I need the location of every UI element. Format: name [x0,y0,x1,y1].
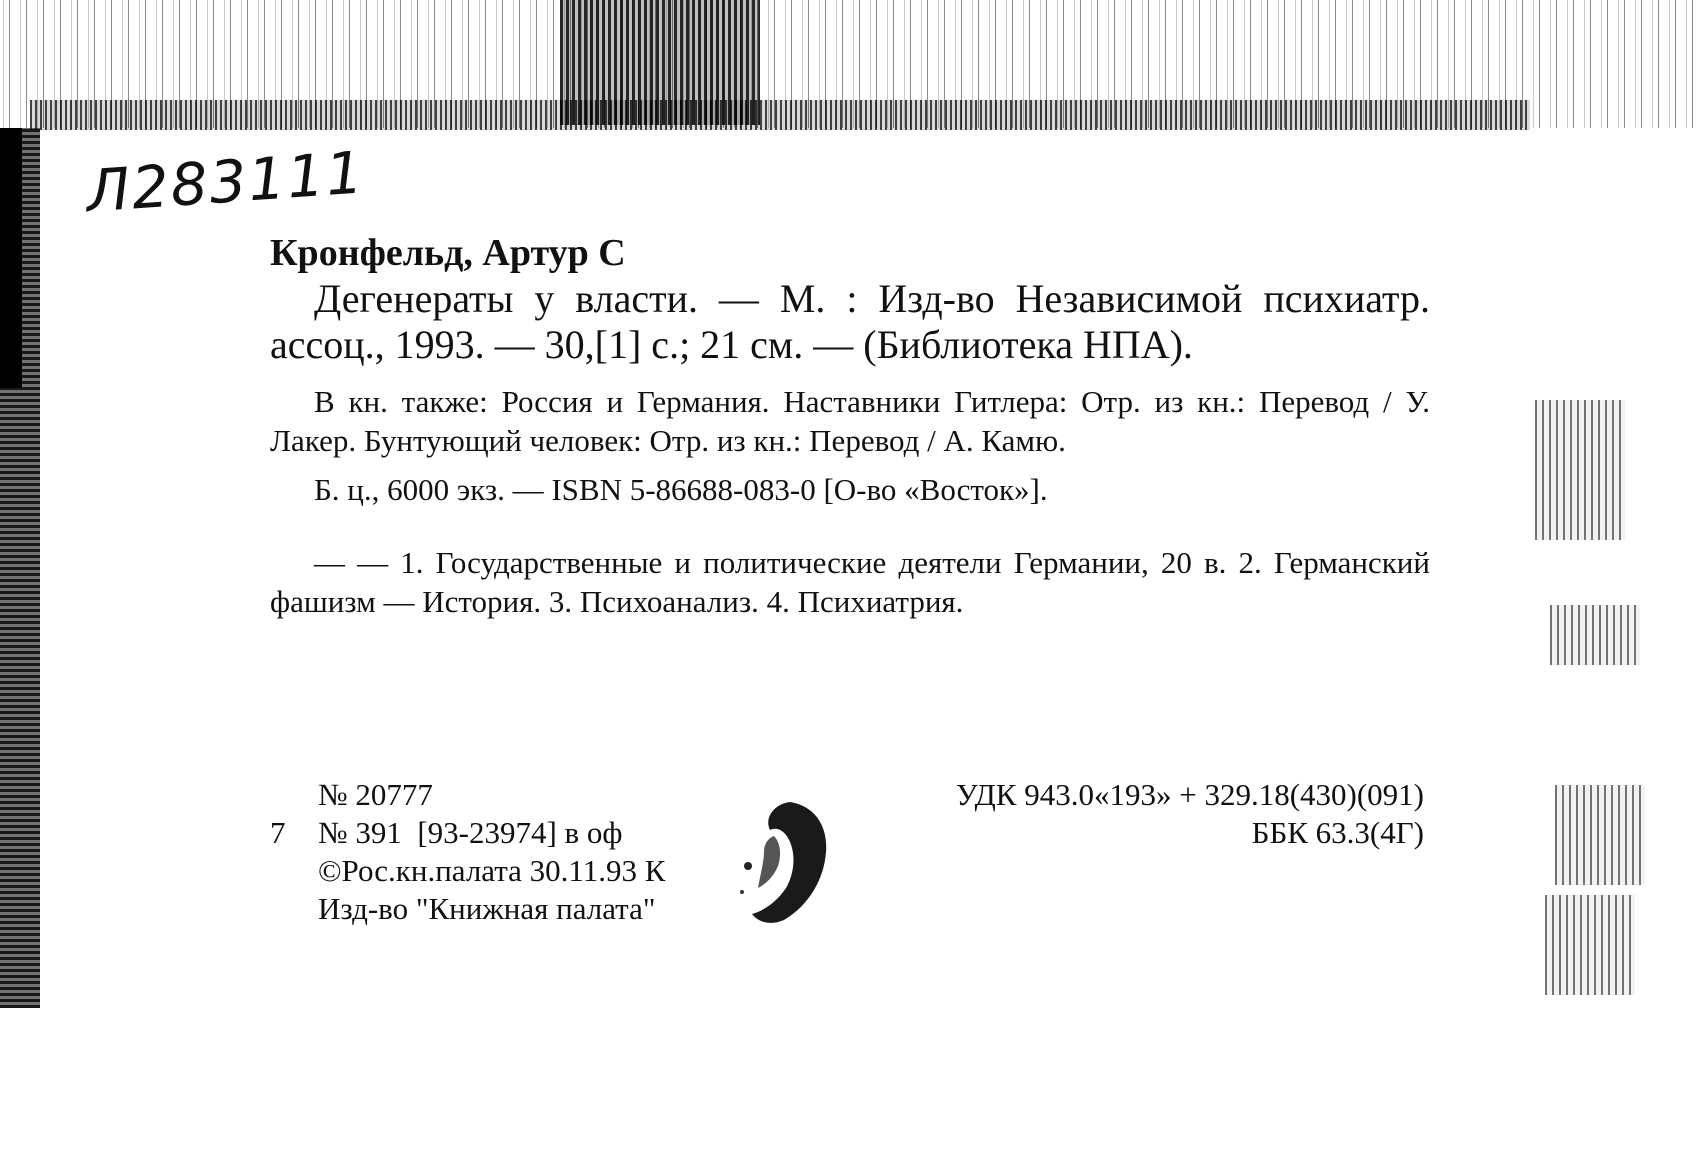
ink-stamp-icon [730,796,830,926]
card-footer-right [956,776,1424,852]
udk-code: УДК 943.0«193» + 329.18(430)(091) [955,777,1424,812]
footer-row-4 [270,890,665,928]
publisher-line: Изд-во "Книжная палата" [318,891,656,926]
footer-row-1 [270,776,665,814]
subject-headings: — — 1. Государственные и политические деятели Германии, 20 в. 2. Германский фашизм — История. 3. Психоанализ. 4. Психиатрия. [270,545,1430,619]
order-number: № 391 [93-23974] в оф [318,815,623,850]
scan-artifact-right-3 [1555,785,1645,885]
copyright-line: ©Рос.кн.палата 30.11.93 К [318,853,666,888]
footer-row-2 [270,814,665,852]
scan-artifact-left-solid [0,128,22,388]
main-description: Дегенераты у власти. — М. : Изд-во Независимой психиатр. ассоц., 1993. — 30,[1] с.; 21 см. — (Библиотека НПА). [270,276,1430,367]
card-prefix: 7 [270,815,286,850]
notes: В кн. также: Россия и Германия. Наставники Гитлера: Отр. из кн.: Перевод / У. Лакер. Бунтующий человек: Отр. из кн.: Перевод / А. Камю. [270,384,1430,458]
catalog-card [270,230,1430,621]
scan-artifact-right-1 [1535,400,1625,540]
footer-row-3 [270,852,665,890]
card-number: № 20777 [318,777,433,812]
card-footer-left [270,776,665,928]
bbk-code: ББК 63.3(4Г) [1251,815,1424,850]
scan-artifact-right-2 [1550,605,1640,665]
scan-artifact-right-4 [1545,895,1635,995]
scan-artifact-top-band [30,100,1530,130]
author: Кронфельд, Артур С [270,232,626,274]
handwritten-number: Л283111 [83,138,368,226]
publication-info: Б. ц., 6000 экз. — ISBN 5-86688-083-0 [О-во «Восток»]. [314,472,1048,507]
